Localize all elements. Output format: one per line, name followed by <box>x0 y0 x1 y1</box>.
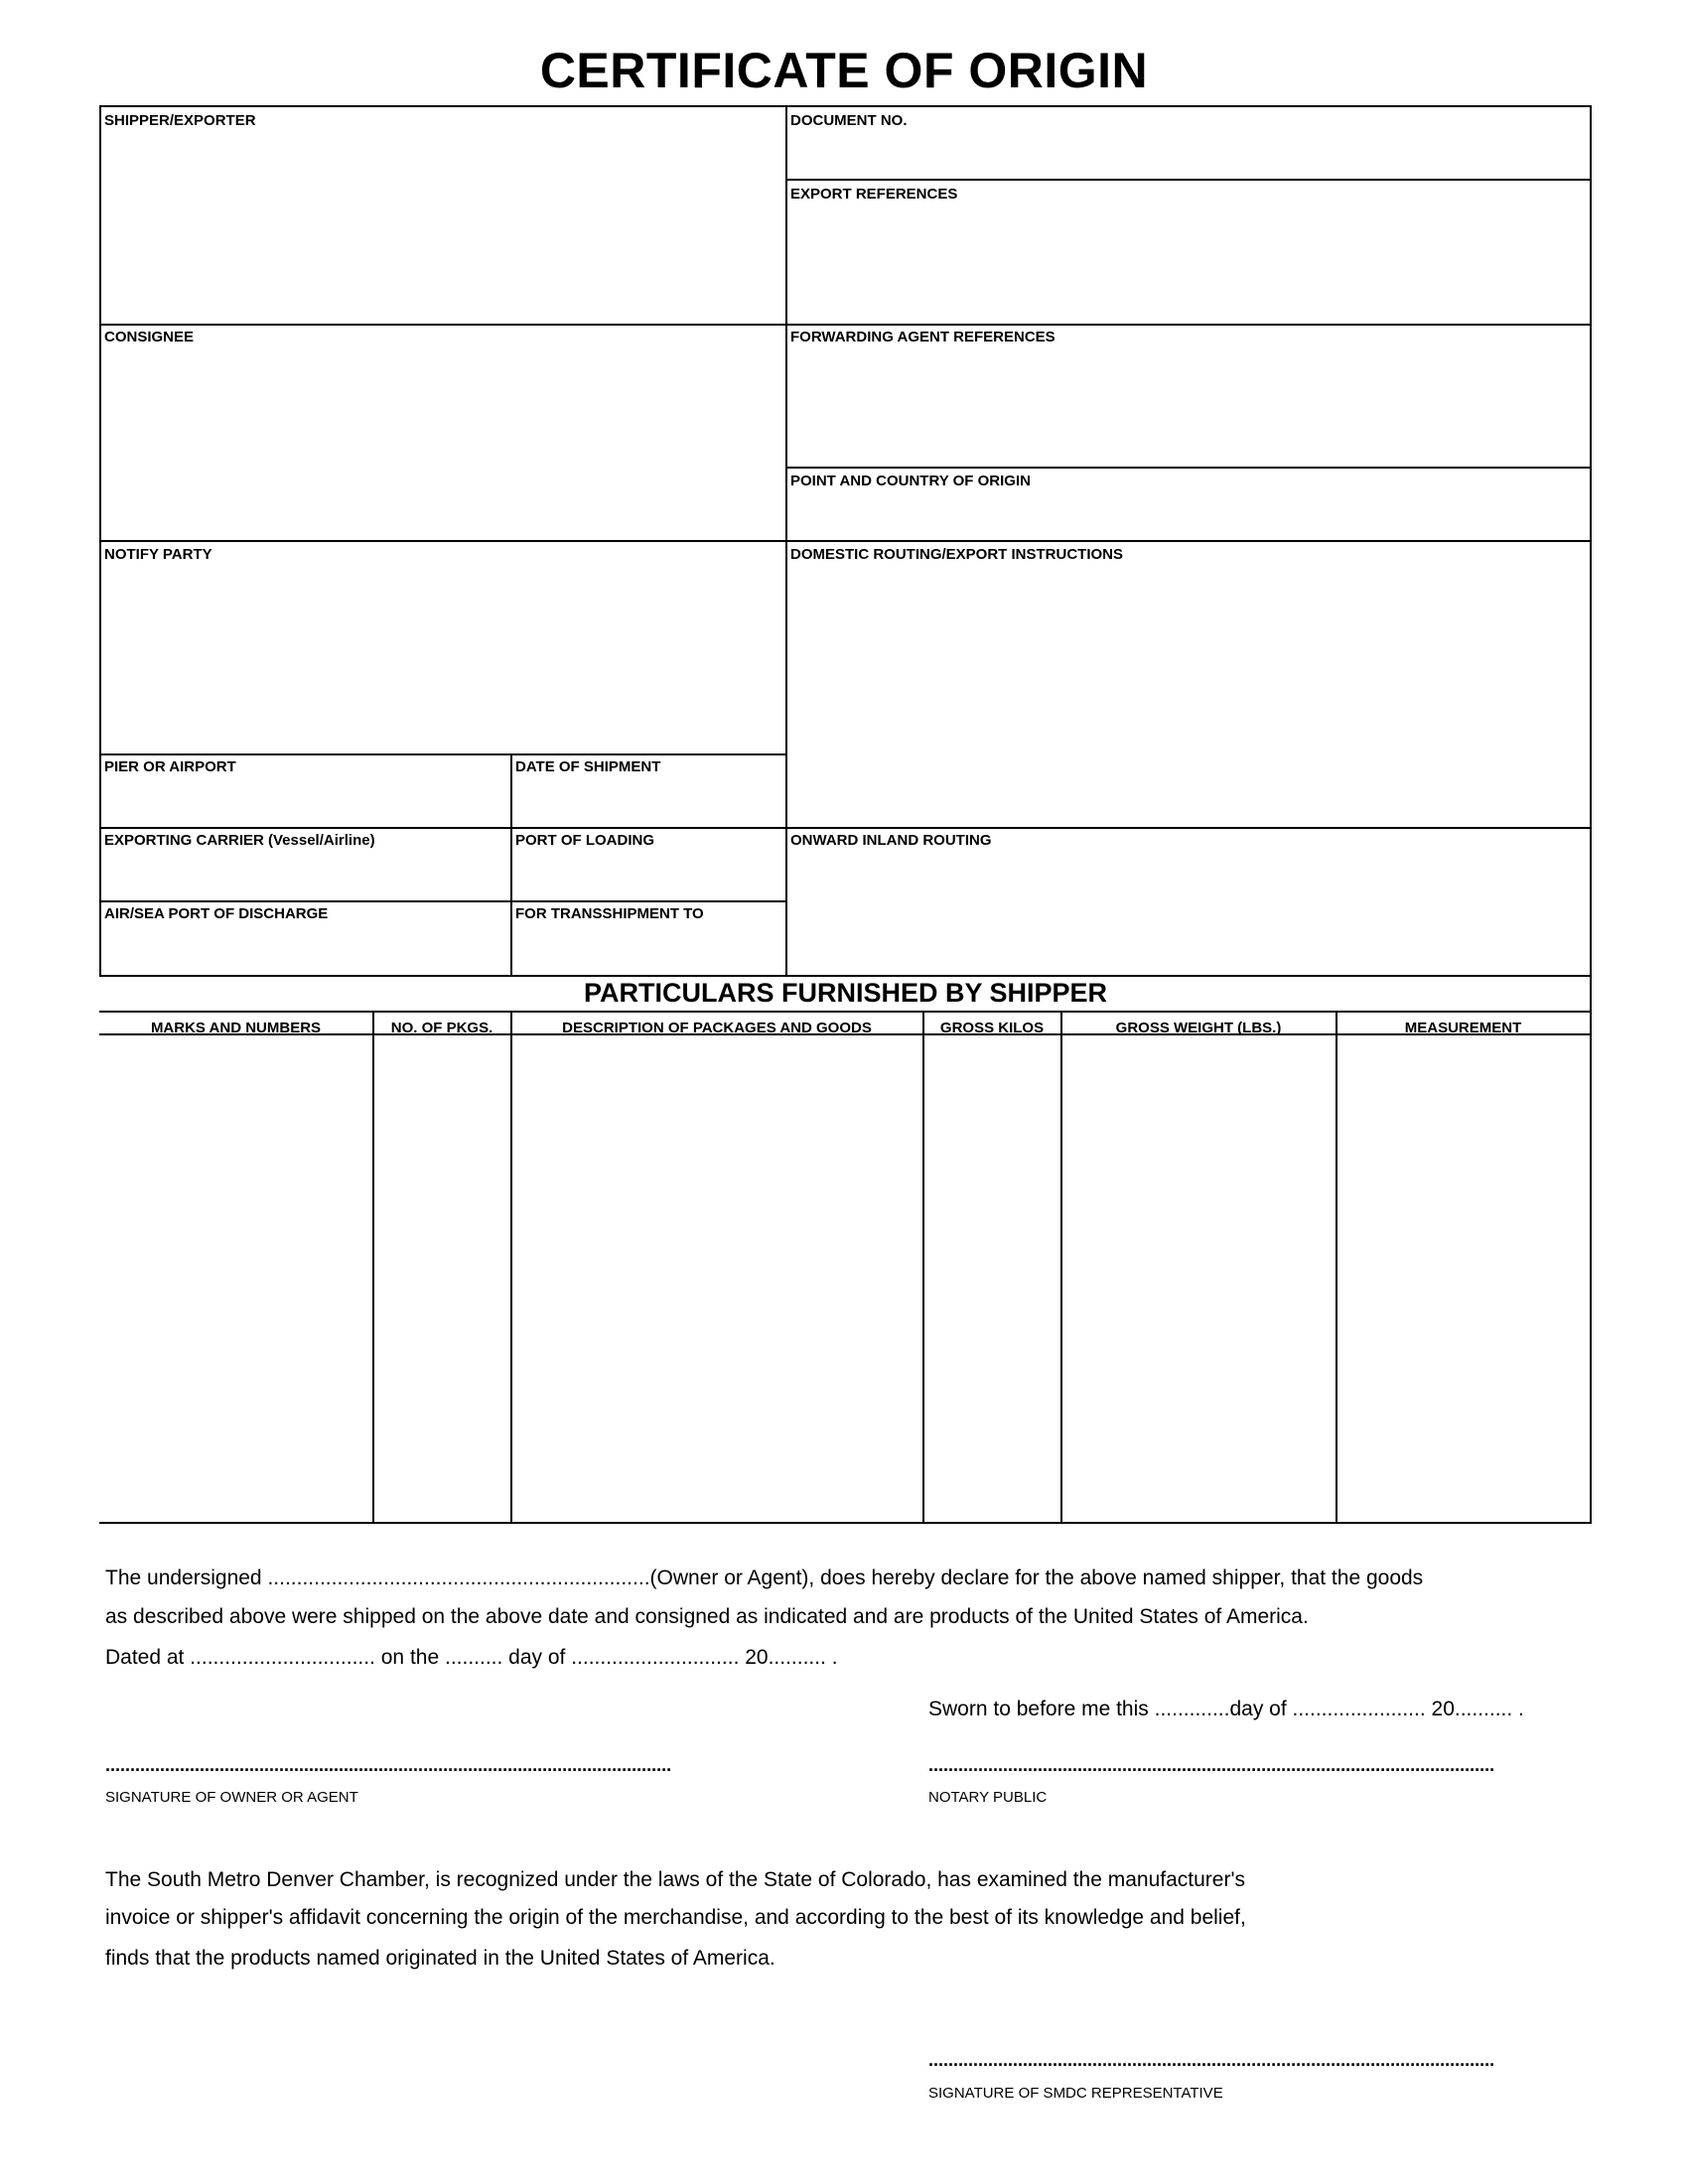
pier-or-airport-field[interactable]: PIER OR AIRPORT <box>104 758 236 775</box>
document-title: CERTIFICATE OF ORIGIN <box>539 43 1149 98</box>
divider-left-vertical <box>510 753 512 977</box>
column-header-description: DESCRIPTION OF PACKAGES AND GOODS <box>562 1020 872 1036</box>
date-of-shipment-field[interactable]: DATE OF SHIPMENT <box>515 758 661 775</box>
owner-signature-label: SIGNATURE OF OWNER OR AGENT <box>105 1789 358 1806</box>
divider <box>99 540 1592 542</box>
exporting-carrier-field[interactable]: EXPORTING CARRIER (Vessel/Airline) <box>104 832 375 849</box>
divider <box>99 827 785 829</box>
sworn-statement: Sworn to before me this .............day of ....................... 20.......... . <box>928 1698 1524 1720</box>
column-divider <box>922 1011 924 1524</box>
divider <box>99 753 785 755</box>
for-transshipment-to-field[interactable]: FOR TRANSSHIPMENT TO <box>515 905 704 922</box>
particulars-bottom-border <box>99 1522 1592 1524</box>
owner-signature-line[interactable]: .................................................................................................................. <box>105 1755 672 1775</box>
divider <box>785 467 1592 469</box>
forwarding-agent-references-field[interactable]: FORWARDING AGENT REFERENCES <box>790 329 1055 345</box>
divider <box>785 827 1592 829</box>
particulars-title: PARTICULARS FURNISHED BY SHIPPER <box>583 978 1108 1008</box>
document-no-field[interactable]: DOCUMENT NO. <box>790 112 908 129</box>
column-header-gross-kilos: GROSS KILOS <box>939 1020 1045 1036</box>
divider <box>785 179 1592 181</box>
point-country-origin-field[interactable]: POINT AND COUNTRY OF ORIGIN <box>790 473 1031 489</box>
domestic-routing-field[interactable]: DOMESTIC ROUTING/EXPORT INSTRUCTIONS <box>790 546 1124 563</box>
column-header-gross-weight: GROSS WEIGHT (LBS.) <box>1115 1020 1282 1036</box>
declaration-dated-line: Dated at ................................ on the .......... day of ............................. 20.......... . <box>105 1646 838 1669</box>
consignee-field[interactable]: CONSIGNEE <box>104 329 195 345</box>
air-sea-port-discharge-field[interactable]: AIR/SEA PORT OF DISCHARGE <box>104 905 329 922</box>
declaration-line: as described above were shipped on the above date and consigned as indicated and are products of the United States of America. <box>105 1605 1309 1628</box>
shipper-exporter-field[interactable]: SHIPPER/EXPORTER <box>104 112 256 129</box>
port-of-loading-field[interactable]: PORT OF LOADING <box>515 832 654 849</box>
export-references-field[interactable]: EXPORT REFERENCES <box>790 186 958 203</box>
smdc-signature-line[interactable]: .................................................................................................................. <box>928 2050 1495 2070</box>
column-header-measurement: MEASUREMENT <box>1404 1020 1522 1036</box>
column-divider <box>510 1011 512 1524</box>
chamber-statement-line: The South Metro Denver Chamber, is recognized under the laws of the State of Colorado, has examined the manufacturer's <box>105 1868 1245 1891</box>
smdc-signature-label: SIGNATURE OF SMDC REPRESENTATIVE <box>928 2085 1223 2102</box>
particulars-right-border <box>1590 977 1592 1524</box>
column-divider <box>372 1011 374 1524</box>
notary-signature-line[interactable]: .................................................................................................................. <box>928 1755 1495 1775</box>
declaration-line: The undersigned ..................................................................(Owner or Agent), does hereby declare for the above named shipper, that the goods <box>105 1567 1424 1589</box>
notify-party-field[interactable]: NOTIFY PARTY <box>104 546 212 563</box>
notary-signature-label: NOTARY PUBLIC <box>928 1789 1048 1806</box>
column-divider <box>1060 1011 1062 1524</box>
column-header-no-pkgs: NO. OF PKGS. <box>390 1020 493 1036</box>
divider <box>99 324 1592 326</box>
divider <box>99 900 785 902</box>
column-header-marks-numbers: MARKS AND NUMBERS <box>150 1020 322 1036</box>
chamber-statement-line: invoice or shipper's affidavit concerning the origin of the merchandise, and according to the best of its knowledge and belief, <box>105 1906 1246 1929</box>
chamber-statement-line: finds that the products named originated in the United States of America. <box>105 1947 775 1970</box>
divider <box>99 1011 1592 1013</box>
onward-inland-routing-field[interactable]: ONWARD INLAND ROUTING <box>790 832 992 849</box>
column-divider <box>1336 1011 1337 1524</box>
